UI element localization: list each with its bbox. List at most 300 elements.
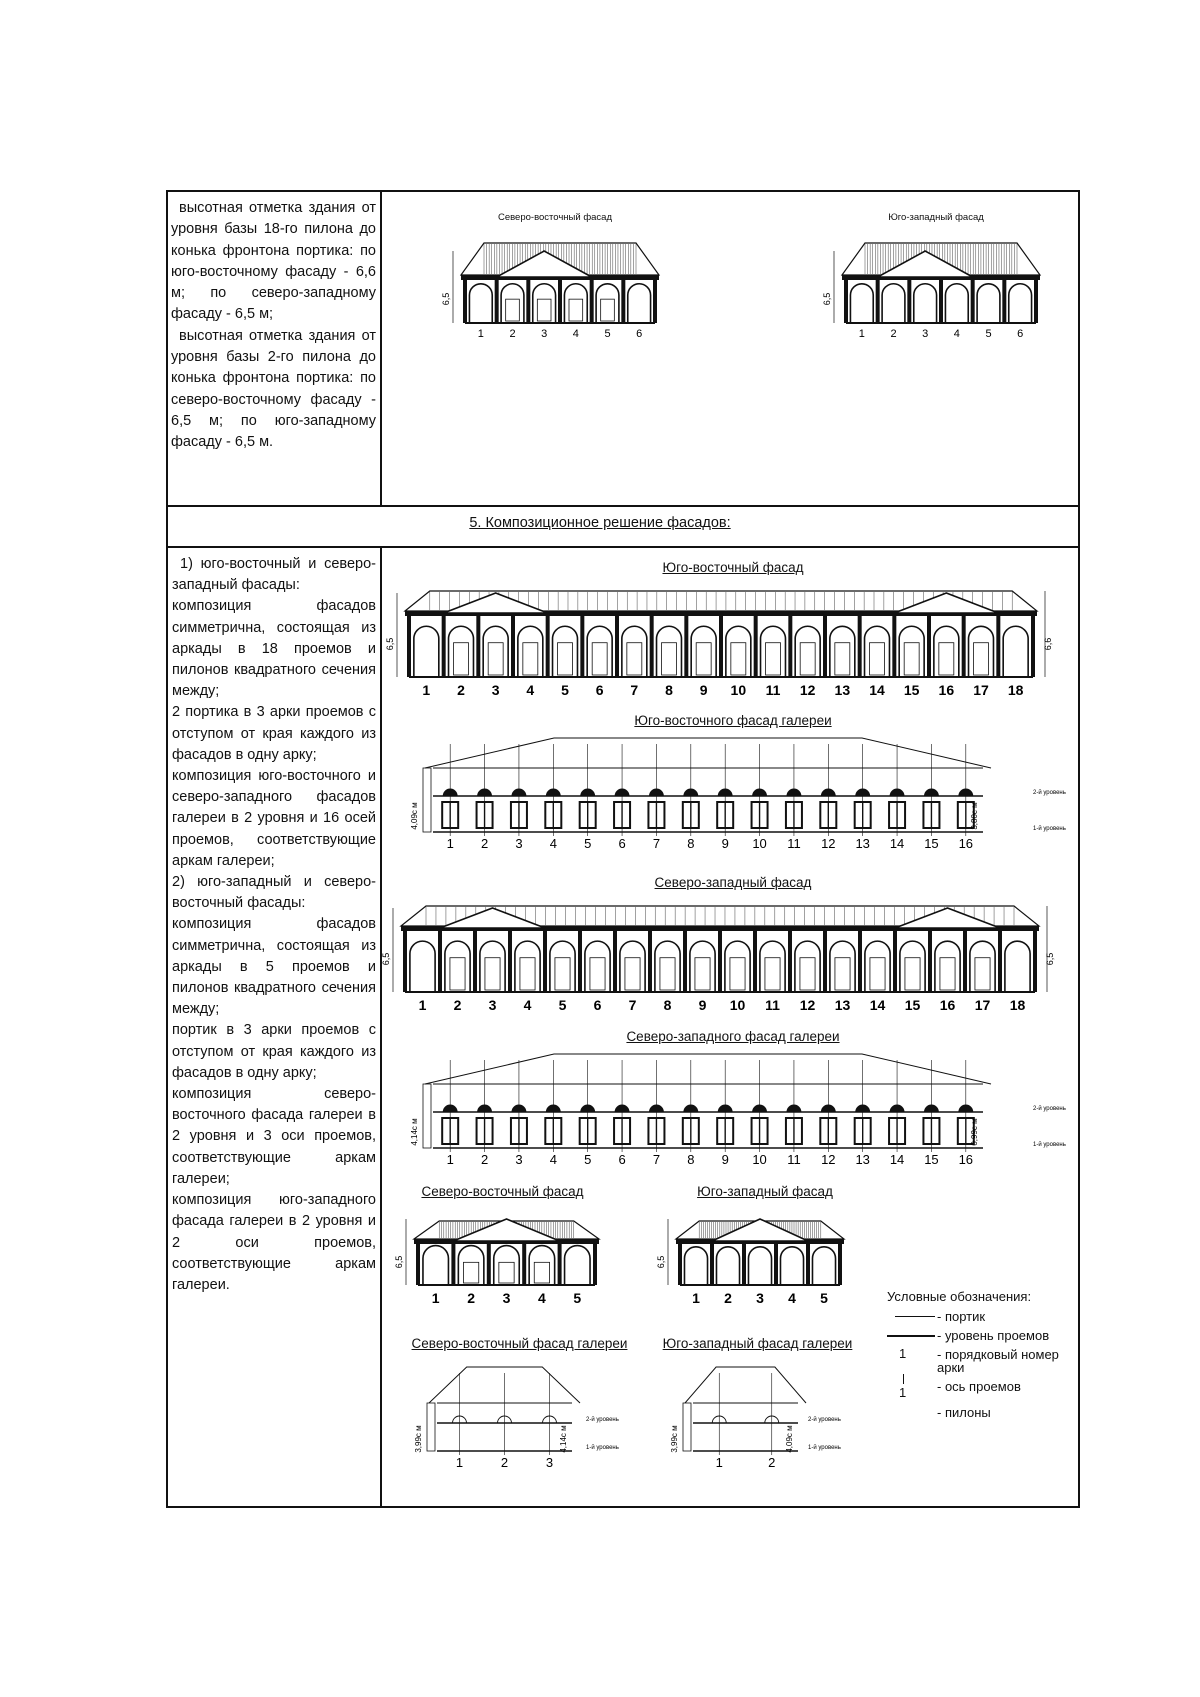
upper-opening xyxy=(821,789,835,796)
arch-window xyxy=(905,958,920,990)
arch-number: 8 xyxy=(663,997,672,1013)
upper-opening xyxy=(856,789,870,796)
arch xyxy=(423,1246,448,1285)
arch-number: 14 xyxy=(869,997,886,1013)
arch-window xyxy=(696,643,711,675)
arch-window xyxy=(627,643,642,675)
arch xyxy=(690,941,715,992)
arch-number: 13 xyxy=(834,682,851,698)
level-label: 2-й уровень xyxy=(586,1417,619,1423)
arch xyxy=(483,626,508,677)
pylon xyxy=(823,931,827,992)
figure-se-facade xyxy=(385,560,1073,710)
arch xyxy=(458,1246,483,1285)
arch-window xyxy=(695,958,710,990)
pylon xyxy=(996,616,1000,677)
paragraph: композиция северо-восточного фасада галереи в 2 уровня и 3 оси проемов, соответствующие аркам галереи; xyxy=(172,1086,376,1187)
arch-number: 6 xyxy=(636,328,643,340)
column-divider xyxy=(380,190,382,507)
arch xyxy=(970,941,995,992)
pylon xyxy=(508,931,512,992)
pylon xyxy=(580,616,584,677)
arch-number: 1 xyxy=(431,1290,440,1306)
pylon xyxy=(710,1244,714,1285)
arch-number: 16 xyxy=(938,682,955,698)
arch-number: 2 xyxy=(890,328,897,340)
pylon xyxy=(615,616,619,677)
axis-number: 1 xyxy=(715,1455,723,1470)
pylon xyxy=(788,616,792,677)
upper-opening xyxy=(959,1105,973,1112)
pylon xyxy=(463,280,467,323)
arch-window xyxy=(454,643,469,675)
arch xyxy=(410,941,435,992)
arch xyxy=(564,284,587,323)
pylon xyxy=(578,931,582,992)
axis-number: 10 xyxy=(752,1152,767,1167)
arch-window xyxy=(835,643,850,675)
pylon xyxy=(648,931,652,992)
arch-window xyxy=(940,958,955,990)
arch-number: 5 xyxy=(561,682,569,698)
axis-number: 7 xyxy=(652,1152,661,1167)
arch-number: 4 xyxy=(526,682,535,698)
arch-number: 3 xyxy=(541,328,548,340)
arch xyxy=(657,626,682,677)
pylon xyxy=(403,931,407,992)
arch xyxy=(914,284,937,323)
arch-number: 1 xyxy=(858,328,865,340)
arch-window xyxy=(537,299,551,321)
level-label: 2-й уровень xyxy=(1033,790,1066,796)
axis-number: 13 xyxy=(855,836,870,851)
arch xyxy=(1005,941,1030,992)
arch xyxy=(518,626,543,677)
pylon xyxy=(806,1244,810,1285)
upper-opening xyxy=(924,1105,938,1112)
dimension-label: 4,14с м xyxy=(559,1425,568,1453)
height-label: 6,5 xyxy=(381,952,391,966)
arch-number: 18 xyxy=(1009,997,1026,1013)
legend-symbol: 1 xyxy=(899,1346,907,1361)
paragraph: 2) юго-западный и северо-восточный фасады: xyxy=(172,874,376,912)
arch-window xyxy=(506,299,520,321)
pylon xyxy=(1002,280,1006,323)
axis-number: 15 xyxy=(924,1152,939,1167)
row-divider xyxy=(166,505,1080,507)
paragraph: портик в 3 арки проемов с отступом от края каждого из фасадов в одну арку; xyxy=(172,1022,376,1081)
upper-opening xyxy=(890,1105,904,1112)
roof-outline xyxy=(425,1054,991,1084)
axis-number: 2 xyxy=(500,1455,509,1470)
axis-number: 3 xyxy=(515,1152,523,1167)
pylon xyxy=(907,280,911,323)
arch-number: 1 xyxy=(418,997,427,1013)
arch xyxy=(882,284,905,323)
axis-number: 4 xyxy=(549,836,557,851)
axis-number: 12 xyxy=(821,836,836,851)
figure-title: Северо-западного фасад галереи xyxy=(626,1029,840,1044)
arch-window xyxy=(488,643,503,675)
figure-title: Юго-западный фасад xyxy=(697,1184,833,1199)
axis-number: 10 xyxy=(752,836,767,851)
upper-opening xyxy=(615,1105,629,1112)
pylon xyxy=(442,616,446,677)
arch-window xyxy=(569,299,583,321)
arch xyxy=(533,284,556,323)
height-label: 6,5 xyxy=(656,1255,666,1269)
pylon xyxy=(476,616,480,677)
arch-number: 14 xyxy=(869,682,885,698)
arch-window xyxy=(555,958,570,990)
figure-ne-small xyxy=(394,1184,605,1319)
figure-ne-facade xyxy=(425,212,685,358)
pylon xyxy=(927,616,931,677)
upper-opening xyxy=(615,789,629,796)
axis-number: 6 xyxy=(618,1152,626,1167)
row-divider xyxy=(166,546,1080,548)
figure-nw-facade xyxy=(381,875,1073,1025)
figure-title: Северо-восточный фасад галереи xyxy=(411,1336,628,1351)
dimension-label: 4,09с м xyxy=(410,802,419,830)
legend-item-portico xyxy=(887,1308,1087,1327)
arch-number: 6 xyxy=(593,997,602,1013)
arch xyxy=(726,626,751,677)
axis-number: 15 xyxy=(924,836,939,851)
arch xyxy=(480,941,505,992)
height-label: 6,5 xyxy=(1045,952,1055,966)
column-divider xyxy=(380,548,382,1508)
axis-number: 6 xyxy=(618,836,626,851)
upper-opening xyxy=(718,1105,732,1112)
end-wall xyxy=(423,1084,431,1148)
arch xyxy=(691,626,716,677)
dimension-label: 4,14с м xyxy=(410,1118,419,1146)
pylon xyxy=(939,280,943,323)
arch-number: 2 xyxy=(509,328,516,340)
figure-title: Юго-западный фасад xyxy=(888,212,984,223)
axis-number: 1 xyxy=(455,1455,464,1470)
arch-window xyxy=(523,643,538,675)
arch xyxy=(565,1246,590,1285)
pylon xyxy=(653,280,657,323)
figure-title: Северо-восточный фасад xyxy=(421,1184,584,1199)
arch-number: 18 xyxy=(1007,682,1024,698)
arch xyxy=(760,941,785,992)
arch-number: 8 xyxy=(665,682,673,698)
arch xyxy=(529,1246,554,1285)
paragraph: композиция юго-западного фасада галереи в 2 уровня и 2 оси проемов, соответствующие аркам галереи. xyxy=(172,1192,376,1293)
pylon xyxy=(593,1244,597,1285)
arch-window xyxy=(660,958,675,990)
figure-sw-small xyxy=(650,1184,880,1319)
arch-number: 17 xyxy=(973,682,989,698)
axis-number: 12 xyxy=(821,1152,836,1167)
arch-number: 5 xyxy=(558,997,567,1013)
arch xyxy=(587,626,612,677)
arch-number: 3 xyxy=(488,997,497,1013)
pylon xyxy=(684,616,688,677)
upper-opening xyxy=(443,1105,457,1112)
pylon xyxy=(590,280,594,323)
pylon xyxy=(683,931,687,992)
axis-number: 16 xyxy=(958,1152,974,1167)
arch xyxy=(830,941,855,992)
pylon xyxy=(844,280,848,323)
gallery-drawing xyxy=(393,1044,1073,1184)
pylon xyxy=(753,931,757,992)
arch-window xyxy=(800,643,815,675)
legend-title: Условные обозначения: xyxy=(887,1289,1032,1304)
arch xyxy=(622,626,647,677)
arch xyxy=(850,284,873,323)
legend-item-arch-number xyxy=(887,1346,1087,1374)
arch xyxy=(969,626,994,677)
arch-window xyxy=(730,958,745,990)
end-wall xyxy=(423,768,431,832)
figure-se-gallery xyxy=(393,713,1073,868)
arch xyxy=(550,941,575,992)
arch-number: 15 xyxy=(903,682,920,698)
legend-symbol: 1 xyxy=(899,1385,907,1400)
legend xyxy=(887,1289,1087,1423)
arch-window xyxy=(450,958,465,990)
facade-drawing xyxy=(650,1199,880,1319)
paragraph: высотная отметка здания от уровня базы 18-го пилона до конька фронтона портика: по юго-восточному фасаду - 6,6 м; по северо-западному фасаду - 6,5 м; xyxy=(171,200,376,323)
figure-title: Юго-восточный фасад xyxy=(662,560,804,575)
arch-number: 1 xyxy=(692,1290,700,1306)
arch xyxy=(628,284,651,323)
row1-text xyxy=(171,198,376,454)
legend-label: - порядковый номер арки xyxy=(937,1347,1059,1375)
facade-drawing xyxy=(425,223,685,358)
section-heading: 5. Композиционное решение фасадов: xyxy=(469,515,731,531)
upper-opening xyxy=(684,789,698,796)
gallery-drawing xyxy=(655,1351,860,1491)
arch xyxy=(780,1247,803,1285)
axis-number: 1 xyxy=(446,836,454,851)
arch-number: 3 xyxy=(922,328,929,340)
pylon xyxy=(407,616,411,677)
arch-window xyxy=(520,958,535,990)
pylon xyxy=(719,616,723,677)
arch-number: 5 xyxy=(573,1290,582,1306)
facade-drawing xyxy=(394,1199,605,1319)
pylon xyxy=(1031,616,1035,677)
pylon xyxy=(543,931,547,992)
legend-label: - портик xyxy=(937,1309,986,1324)
gallery-drawing xyxy=(393,728,1073,868)
arch-number: 16 xyxy=(939,997,956,1013)
arch-number: 4 xyxy=(788,1290,796,1306)
level-label: 1-й уровень xyxy=(1033,826,1066,832)
pylon xyxy=(473,931,477,992)
arch-number: 11 xyxy=(765,997,780,1013)
paragraph: композиция юго-восточного и северо-западного фасадов галереи в 2 уровня и 16 осей проемов, соответствующие аркам галереи; xyxy=(172,768,376,869)
upper-opening xyxy=(684,1105,698,1112)
pylon xyxy=(998,931,1002,992)
arch-number: 5 xyxy=(985,328,992,340)
pylon xyxy=(522,1244,526,1285)
legend-item-level xyxy=(887,1327,1087,1346)
figure-sw-gallery xyxy=(655,1336,860,1491)
figure-sw-facade xyxy=(806,212,1066,358)
paragraph: композиция фасадов симметрична, состоящая из аркады в 5 проемов и пилонов квадратного сечения между; xyxy=(172,916,376,1018)
level-label: 2-й уровень xyxy=(808,1417,841,1423)
figure-nw-gallery xyxy=(393,1029,1073,1184)
upper-opening xyxy=(478,1105,492,1112)
arch-window xyxy=(904,643,919,675)
axis-number: 9 xyxy=(721,1152,729,1167)
arch xyxy=(414,626,439,677)
arch xyxy=(553,626,578,677)
arch-number: 1 xyxy=(422,682,431,698)
upper-opening xyxy=(856,1105,870,1112)
axis-number: 3 xyxy=(515,836,523,851)
pylon xyxy=(416,1244,420,1285)
arch xyxy=(945,284,968,323)
pylon xyxy=(893,931,897,992)
arch-number: 4 xyxy=(538,1290,546,1306)
dimension-label: 3,99с м xyxy=(414,1425,423,1453)
paragraph: 1) юго-восточный и северо-западный фасады: xyxy=(172,556,376,594)
axis-number: 8 xyxy=(687,836,695,851)
arch-window xyxy=(800,958,815,990)
arch-number: 12 xyxy=(799,682,816,698)
upper-opening xyxy=(890,789,904,796)
arch-window xyxy=(731,643,746,675)
facade-drawing xyxy=(381,890,1073,1025)
arch xyxy=(935,941,960,992)
arch xyxy=(812,1247,835,1285)
arch-window xyxy=(625,958,640,990)
upper-opening xyxy=(753,1105,767,1112)
upper-opening xyxy=(512,1105,526,1112)
arch xyxy=(795,941,820,992)
dimension-label: 3,80с м xyxy=(970,802,979,830)
figure-title: Юго-восточного фасад галереи xyxy=(634,713,832,728)
upper-opening xyxy=(512,789,526,796)
arch xyxy=(449,626,474,677)
pylon xyxy=(438,931,442,992)
axis-number: 8 xyxy=(687,1152,695,1167)
arch xyxy=(865,941,890,992)
arch xyxy=(469,284,492,323)
pylon xyxy=(858,616,862,677)
arch-number: 12 xyxy=(799,997,816,1013)
pylon xyxy=(678,1244,682,1285)
arch-window xyxy=(485,958,500,990)
pylon xyxy=(928,931,932,992)
pylon xyxy=(742,1244,746,1285)
paragraph: высотная отметка здания от уровня базы 2-го пилона до конька фронтона портика: по северо-восточному фасаду - 6,5 м; по юго-западному фасаду - 6,5 м. xyxy=(171,327,376,451)
upper-opening xyxy=(753,789,767,796)
arch-window xyxy=(766,643,781,675)
axis-number: 5 xyxy=(584,836,592,851)
arch-number: 2 xyxy=(724,1290,732,1306)
upper-opening xyxy=(443,789,457,796)
arch-number: 3 xyxy=(756,1290,764,1306)
arch xyxy=(795,626,820,677)
row3-text xyxy=(172,554,376,1296)
axis-number: 13 xyxy=(855,1152,870,1167)
figure-title: Юго-западный фасад галереи xyxy=(662,1336,853,1351)
pylon xyxy=(963,931,967,992)
pylon xyxy=(621,280,625,323)
arch xyxy=(761,626,786,677)
arch-number: 2 xyxy=(453,997,462,1013)
arch xyxy=(501,284,524,323)
arch xyxy=(900,941,925,992)
arch xyxy=(585,941,610,992)
axis-number: 2 xyxy=(480,1152,489,1167)
arch-number: 11 xyxy=(765,682,781,698)
arch-number: 10 xyxy=(730,682,747,698)
upper-opening xyxy=(787,1105,801,1112)
arch-number: 2 xyxy=(457,682,465,698)
pylon xyxy=(526,280,530,323)
roof-outline xyxy=(685,1367,806,1403)
level-label: 1-й уровень xyxy=(1033,1142,1066,1148)
arch-number: 3 xyxy=(502,1290,511,1306)
pylon xyxy=(892,616,896,677)
arch xyxy=(716,1247,739,1285)
arch xyxy=(1009,284,1032,323)
legend-label: - уровень проемов xyxy=(937,1328,1050,1343)
axis-number: 14 xyxy=(889,836,905,851)
upper-opening xyxy=(649,789,663,796)
arch xyxy=(596,284,619,323)
pylon xyxy=(613,931,617,992)
upper-opening xyxy=(478,789,492,796)
arch-number: 13 xyxy=(834,997,851,1013)
arch-window xyxy=(939,643,954,675)
axis-number: 11 xyxy=(787,1152,801,1167)
arch-window xyxy=(592,643,607,675)
pylon xyxy=(774,1244,778,1285)
figure-title: Северо-западный фасад xyxy=(654,875,812,890)
upper-opening xyxy=(546,1105,560,1112)
axis-number: 7 xyxy=(652,836,661,851)
arch xyxy=(725,941,750,992)
upper-opening xyxy=(959,789,973,796)
pylon xyxy=(823,616,827,677)
arch-window xyxy=(601,299,615,321)
end-wall xyxy=(683,1403,691,1451)
level-label: 2-й уровень xyxy=(1033,1106,1066,1112)
dimension-label: 3,99с м xyxy=(670,1425,679,1453)
pylon xyxy=(1033,931,1037,992)
upper-opening xyxy=(581,1105,595,1112)
upper-opening xyxy=(787,789,801,796)
arch-window xyxy=(835,958,850,990)
facade-drawing xyxy=(806,223,1066,358)
arch xyxy=(748,1247,771,1285)
figure-ne-gallery xyxy=(397,1336,642,1491)
pylon xyxy=(451,1244,455,1285)
arch-number: 10 xyxy=(729,997,746,1013)
arch xyxy=(620,941,645,992)
arch-number: 9 xyxy=(699,682,708,698)
arch-window xyxy=(870,643,885,675)
axis-number: 4 xyxy=(549,1152,557,1167)
legend-item-pylons xyxy=(887,1404,1087,1423)
paragraph: композиция фасадов симметрична, состоящая из аркады в 18 проемов и пилонов квадратного сечения между; xyxy=(172,598,376,700)
pylon xyxy=(962,616,966,677)
arch xyxy=(494,1246,519,1285)
pylon xyxy=(858,931,862,992)
legend-label: - ось проемов xyxy=(937,1379,1021,1394)
